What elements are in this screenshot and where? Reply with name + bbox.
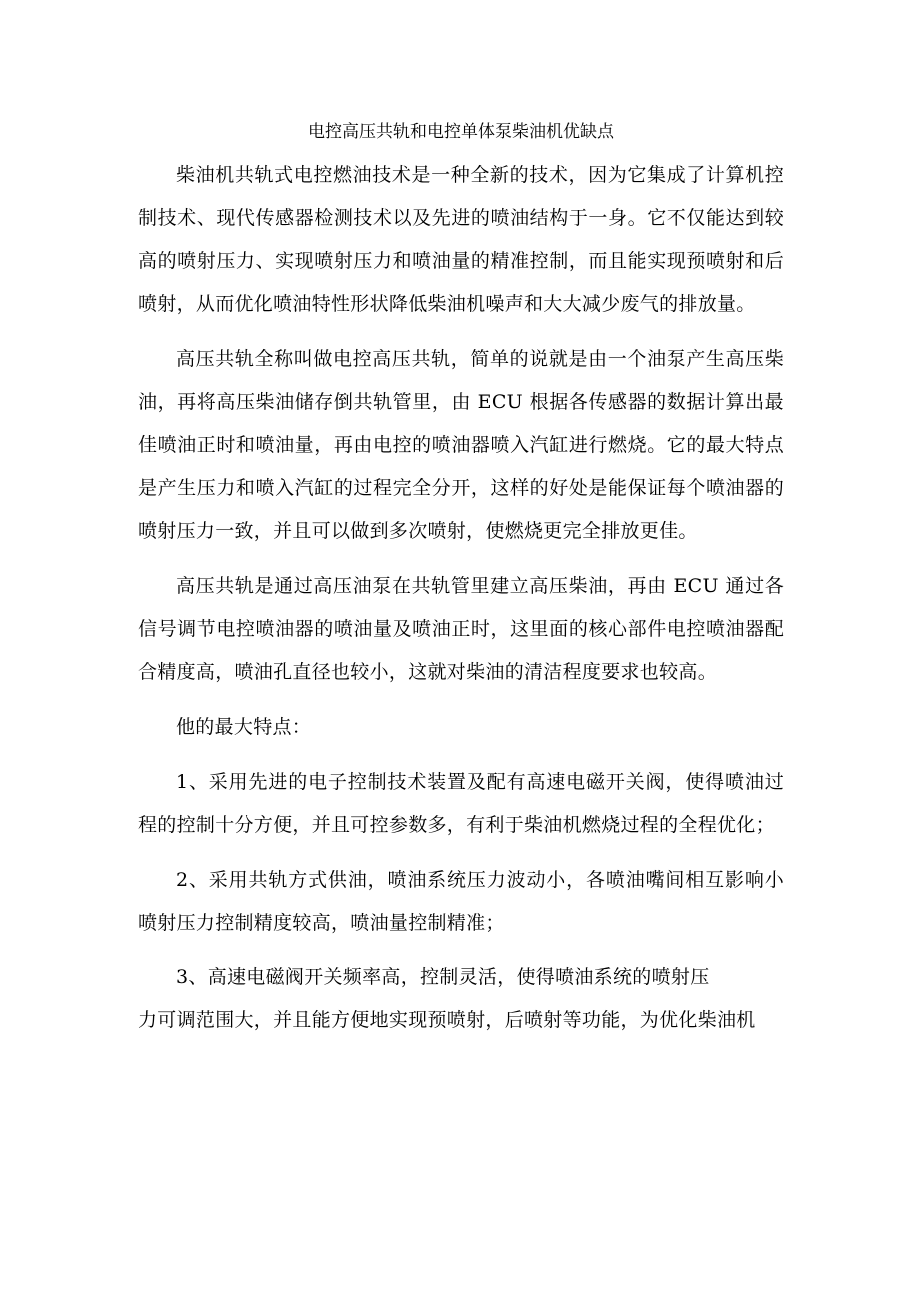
document-body	[138, 112, 784, 1042]
paragraph-feature-3-line-2: 力可调范围大，并且能方便地实现预喷射，后喷射等功能，为优化柴油机	[138, 1009, 756, 1031]
paragraph-features-heading: 他的最大特点：	[176, 716, 312, 738]
paragraph-feature-1: 1、采用先进的电子控制技术装置及配有高速电磁开关阀，使得喷油过程的控制十分方便，并且可控参数多，有利于柴油机燃烧过程的全程优化；	[138, 771, 784, 836]
paragraph-definition: 高压共轨全称叫做电控高压共轨，简单的说就是由一个油泵产生高压柴油，再将高压柴油储存倒共轨管里，由 ECU 根据各传感器的数据计算出最佳喷油正时和喷油量，再由电控的喷油器喷入汽缸进行燃烧。它的最大特点是产生压力和喷入汽缸的过程完全分开，这样的好处是能保证每个喷油器的喷射压力一致，并且可以做到多次喷射，使燃烧更完全排放更佳。	[138, 348, 784, 542]
paragraph-mechanism: 高压共轨是通过高压油泵在共轨管里建立高压柴油，再由 ECU 通过各信号调节电控喷油器的喷油量及喷油正时，这里面的核心部件电控喷油器配合精度高，喷油孔直径也较小，这就对柴油的清洁程度要求也较高。	[138, 575, 784, 683]
paragraph-feature-2: 2、采用共轨方式供油，喷油系统压力波动小，各喷油嘴间相互影响小喷射压力控制精度较高，喷油量控制精准；	[138, 869, 784, 934]
paragraph-feature-3	[138, 956, 784, 1042]
paragraph-intro: 柴油机共轨式电控燃油技术是一种全新的技术，因为它集成了计算机控制技术、现代传感器检测技术以及先进的喷油结构于一身。它不仅能达到较高的喷射压力、实现喷射压力和喷油量的精准控制，而且能实现预喷射和后喷射，从而优化喷油特性形状降低柴油机噪声和大大减少废气的排放量。	[138, 164, 784, 315]
document-title: 电控高压共轨和电控单体泵柴油机优缺点	[308, 122, 614, 142]
paragraph-feature-3-line-1: 3、高速电磁阀开关频率高，控制灵活，使得喷油系统的喷射压	[176, 966, 710, 988]
